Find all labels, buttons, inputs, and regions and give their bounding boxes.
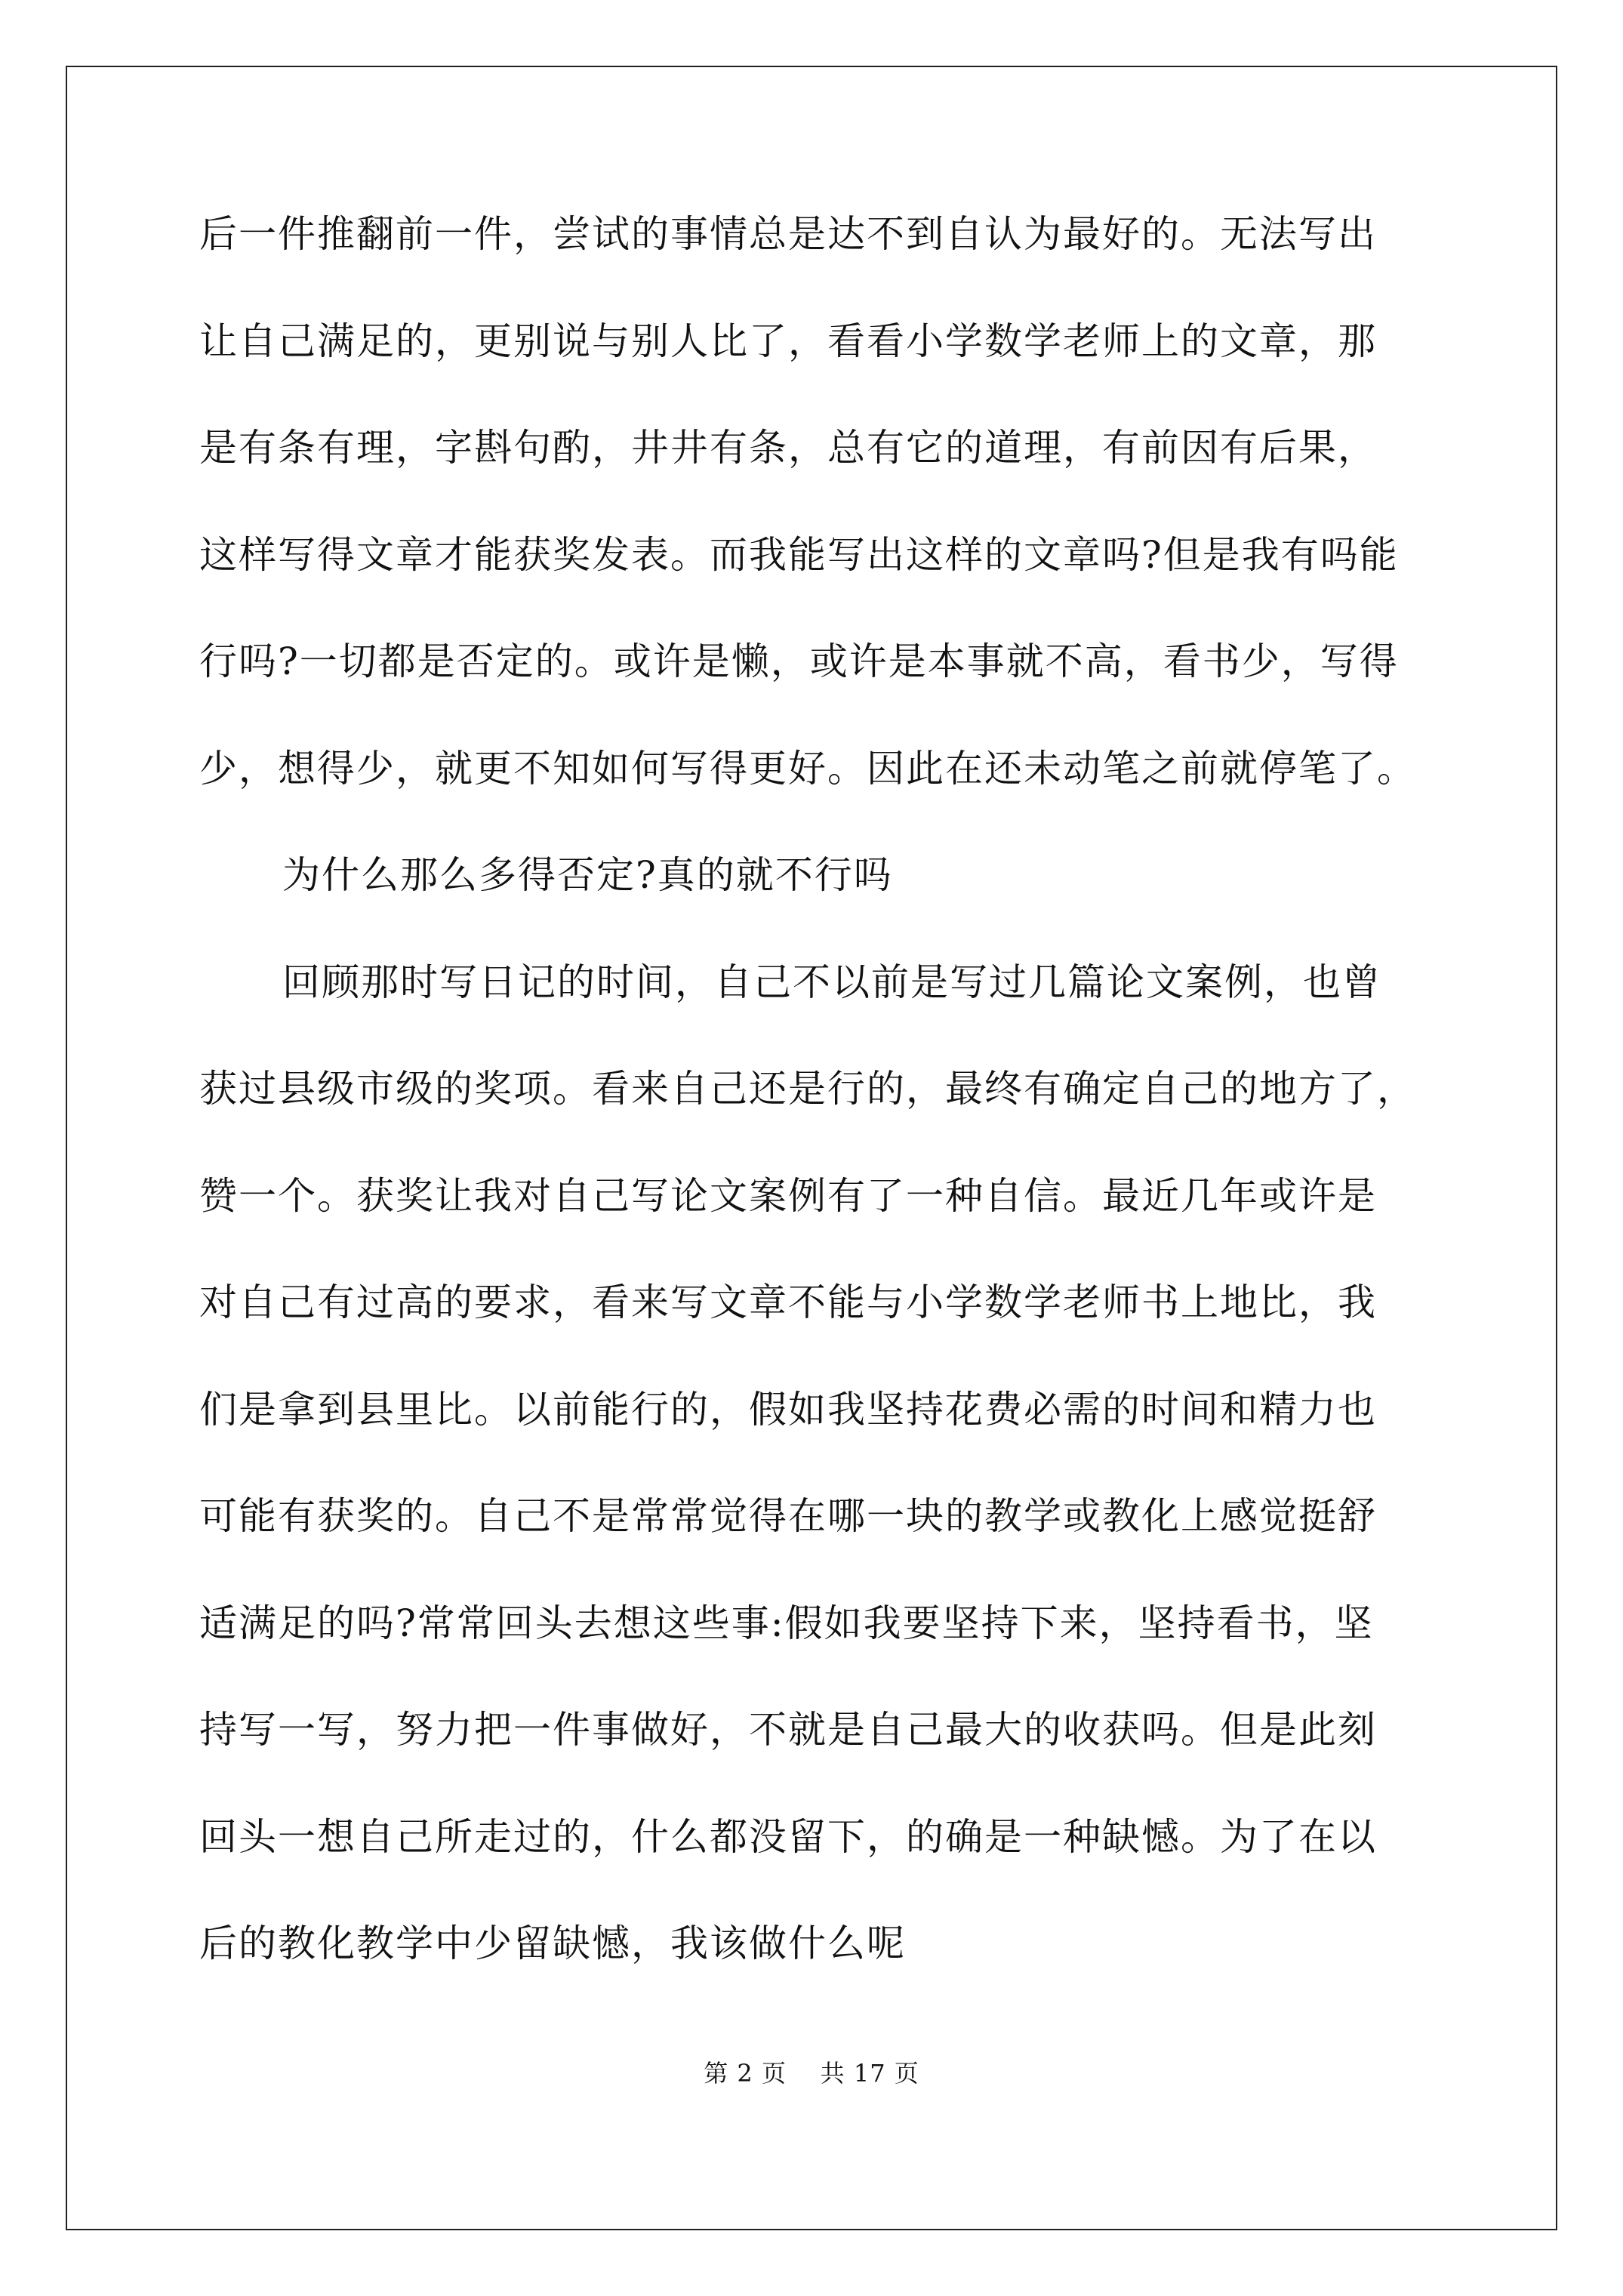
text-line: 让自己满足的，更别说与别人比了，看看小学数学老师上的文章，那 <box>199 319 1377 363</box>
text-line: 为什么那么多得否定?真的就不行吗 <box>282 853 893 897</box>
text-line: 少，想得少，就更不知如何写得更好。因此在还未动笔之前就停笔了。 <box>199 746 1416 791</box>
text-line: 行吗?一切都是否定的。或许是懒，或许是本事就不高，看书少，写得 <box>199 639 1399 683</box>
text-line: 回顾那时写日记的时间，自己不以前是写过几篇论文案例，也曾 <box>282 960 1381 1004</box>
text-line: 获过县级市级的奖项。看来自己还是行的，最终有确定自己的地方了， <box>199 1067 1416 1111</box>
text-line: 对自己有过高的要求，看来写文章不能与小学数学老师书上地比，我 <box>199 1281 1377 1324</box>
text-line: 是有条有理，字斟句酌，井井有条，总有它的道理，有前因有后果， <box>199 426 1377 470</box>
page-total: 共 17 页 <box>820 2059 919 2088</box>
page-number: 第 2 页 <box>704 2059 787 2088</box>
text-line: 持写一写，努力把一件事做好，不就是自己最大的收获吗。但是此刻 <box>199 1708 1377 1752</box>
text-line: 回头一想自己所走过的，什么都没留下，的确是一种缺憾。为了在以 <box>199 1814 1377 1859</box>
text-line: 适满足的吗?常常回头去想这些事:假如我要坚持下来，坚持看书，坚 <box>199 1601 1374 1645</box>
text-line: 后一件推翻前一件，尝试的事情总是达不到自认为最好的。无法写出 <box>199 212 1377 256</box>
page-footer <box>0 2054 1623 2089</box>
text-line: 这样写得文章才能获奖发表。而我能写出这样的文章吗?但是我有吗能 <box>199 532 1399 577</box>
text-line: 可能有获奖的。自己不是常常觉得在哪一块的教学或教化上感觉挺舒 <box>199 1494 1377 1538</box>
text-line: 后的教化教学中少留缺憾，我该做什么呢 <box>199 1922 906 1965</box>
text-line: 们是拿到县里比。以前能行的，假如我坚持花费必需的时间和精力也 <box>199 1387 1377 1432</box>
document-body <box>199 208 1437 2024</box>
text-line: 赞一个。获奖让我对自己写论文案例有了一种自信。最近几年或许是 <box>199 1173 1377 1218</box>
